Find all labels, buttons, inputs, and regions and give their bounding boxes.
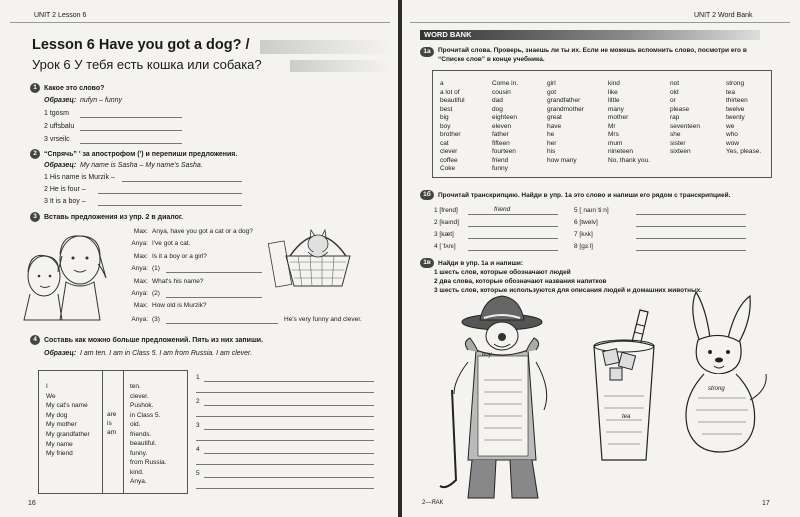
complement-cell: funny.: [130, 449, 148, 457]
clown-illustration: [432, 290, 564, 504]
word: like: [608, 88, 618, 96]
answer-line[interactable]: [204, 453, 374, 454]
answer-number: 3: [196, 422, 200, 429]
answer-line[interactable]: [80, 143, 182, 144]
dialogue-line: (3): [152, 316, 160, 323]
lesson-title: Lesson 6 Have you got a dog? /: [32, 37, 250, 53]
left-page: [0, 0, 398, 517]
complement-cell: clever.: [130, 392, 149, 400]
word: her: [547, 139, 557, 147]
answer-line[interactable]: [636, 250, 746, 251]
answer-line[interactable]: [122, 181, 242, 182]
ex1-item: 1 tgosm: [44, 110, 69, 117]
ex2-example-label: Образец:: [44, 162, 77, 169]
right-header: UNIT 2 Word Bank: [694, 12, 753, 19]
word: please: [670, 105, 690, 113]
glass-of-tea-illustration: [588, 316, 660, 462]
word: cousin: [492, 88, 511, 96]
subject-cell: We: [46, 392, 56, 400]
word: dad: [492, 97, 503, 104]
word: big: [440, 114, 449, 121]
word: or: [670, 97, 676, 104]
answer-number: 2: [196, 398, 200, 405]
answer-number: 1: [196, 374, 200, 381]
ex1-number: 1: [30, 83, 40, 93]
ex1c-item: 2 два слова, которые обозначают названия напитков: [434, 278, 607, 285]
word: twelve: [726, 105, 745, 113]
subject-cell: My mother: [46, 421, 77, 429]
dialogue-line: (1): [152, 265, 160, 272]
word: his: [547, 148, 556, 155]
word-column: [670, 80, 700, 157]
word: fourteen: [492, 148, 516, 155]
word: seventeen: [670, 122, 700, 130]
answer-line[interactable]: [204, 429, 374, 430]
word: many: [608, 105, 624, 113]
subtitle-shade: [290, 60, 390, 72]
word-bank-title: WORD BANK: [424, 30, 472, 39]
answer-line[interactable]: [468, 214, 558, 215]
dialogue-line: Anya, have you got a cat or a dog?: [152, 228, 253, 235]
ex1-instruction: Какое это слово?: [44, 85, 105, 92]
page-number-left: 16: [28, 500, 36, 507]
answer-line[interactable]: [196, 464, 374, 465]
word: father: [492, 131, 509, 138]
word-bank-table: [432, 70, 772, 178]
right-page: [402, 0, 800, 517]
dialogue-blank[interactable]: [166, 297, 262, 298]
word: tea: [726, 88, 736, 96]
word: we: [726, 122, 735, 130]
transcription: 6 [twelv]: [574, 219, 598, 226]
dialogue-tail: He's very funny and clever.: [284, 316, 362, 323]
word: got: [547, 88, 557, 96]
complement-cell: friends.: [130, 430, 152, 438]
complement-cell: Pushok.: [130, 402, 154, 409]
transcription-answer: friend: [494, 206, 511, 213]
title-shade: [260, 40, 390, 54]
answer-line[interactable]: [80, 130, 182, 131]
ex2-example: My name is Sasha – My name's Sasha.: [80, 162, 203, 169]
left-header: UNIT 2 Lesson 6: [34, 12, 87, 19]
word: Mrs: [608, 131, 619, 138]
dialogue-line: I've got a cat.: [152, 240, 191, 247]
dialogue-speaker: Max:: [133, 278, 148, 285]
picture-label: tea: [622, 414, 631, 420]
word-column: [547, 80, 584, 165]
complement-cell: in Class 5.: [130, 411, 161, 419]
dialogue-line: How old is Murzik?: [152, 302, 207, 309]
answer-line[interactable]: [468, 238, 558, 239]
subject-cell: My dog: [46, 411, 68, 419]
ex2-item: 1 His name is Murzik –: [44, 174, 115, 181]
ex1c-item: 3 шесть слов, которые используются для описания людей и домашних животных.: [434, 287, 703, 294]
word: eighteen: [492, 114, 517, 121]
word: great: [547, 114, 562, 121]
word: best: [440, 105, 453, 113]
word: mother: [608, 114, 629, 121]
word: dog: [492, 105, 503, 113]
word: friend: [492, 156, 509, 164]
transcription: 7 [kʌk]: [574, 231, 593, 238]
ex1a-number: 1a: [420, 47, 434, 57]
word: brother: [440, 131, 461, 138]
verb-cell: are: [107, 411, 117, 418]
ex1c-instruction: Найди в упр. 1а и напиши:: [438, 260, 524, 267]
word: she: [670, 131, 681, 138]
ex1b-number: 1б: [420, 190, 434, 200]
answer-line[interactable]: [636, 214, 746, 215]
word-column: [492, 80, 518, 174]
word: beautiful: [440, 97, 465, 104]
word: sister: [670, 139, 686, 147]
word: twenty: [726, 114, 745, 121]
answer-line[interactable]: [196, 416, 374, 417]
complement-cell: beautiful.: [130, 440, 157, 447]
complement-cell: old.: [130, 421, 141, 428]
answer-line[interactable]: [98, 205, 242, 206]
word: boy: [440, 122, 451, 130]
ex4-instruction: Составь как можно больше предложений. Пять из них запиши.: [44, 337, 264, 344]
word: funny: [492, 165, 508, 172]
word: Mr: [608, 122, 616, 130]
children-illustration: [22, 228, 112, 320]
answer-line[interactable]: [636, 226, 746, 227]
picture-label: strong: [708, 386, 725, 392]
verb-cell: is: [107, 420, 112, 427]
ex1-item: 2 uffsbalu: [44, 123, 75, 130]
ex1-example-label: Образец:: [44, 97, 77, 104]
verb-cell: am: [107, 429, 117, 436]
ex1-example: nufyn – funny: [80, 97, 123, 104]
dialogue-speaker: Anya:: [131, 290, 148, 297]
word: nineteen: [608, 148, 633, 155]
word: girl: [547, 80, 556, 87]
word-column: [440, 80, 465, 174]
subject-cell: My grandfather: [46, 430, 90, 438]
ex3-number: 3: [30, 212, 40, 222]
dialogue-speaker: Anya:: [131, 240, 148, 247]
answer-line[interactable]: [196, 440, 374, 441]
word: cat: [440, 139, 449, 147]
transcription: 1 [frend]: [434, 207, 458, 214]
ex4-example: I am ten. I am in Class 5. I am from Russia. I am clever.: [80, 350, 253, 357]
ex2-item: 2 He is four –: [44, 186, 86, 193]
table-col-subjects: [46, 382, 90, 459]
word: how many: [547, 156, 577, 164]
dialogue-speaker: Max:: [133, 228, 148, 235]
transcription: 5 [ˌnaınˈtiːn]: [574, 207, 609, 214]
table-col-complements: [130, 382, 166, 487]
picture-label: boy: [482, 352, 492, 358]
word: a: [440, 80, 444, 87]
transcription: 8 [gɜːl]: [574, 243, 593, 250]
ex2-item: 3 It is a boy –: [44, 198, 86, 205]
answer-line[interactable]: [468, 226, 558, 227]
dialogue-line: Is it a boy or a girl?: [152, 253, 207, 260]
answer-line[interactable]: [80, 117, 182, 118]
word: Come in.: [492, 80, 519, 87]
complement-cell: ten.: [130, 383, 141, 390]
word: have: [547, 122, 562, 130]
dialogue-speaker: Anya:: [131, 265, 148, 272]
dialogue-blank[interactable]: [166, 323, 278, 324]
answer-number: 4: [196, 446, 200, 453]
answer-line[interactable]: [468, 250, 558, 251]
subject-cell: I: [46, 383, 48, 390]
ex1-item: 3 vrseilc: [44, 136, 70, 143]
subject-cell: My friend: [46, 450, 73, 458]
word: mum: [608, 139, 623, 147]
word: Coke: [440, 165, 456, 172]
footer-mark: 2—ЯАК: [422, 500, 444, 506]
ex1a-instruction: Прочитай слова. Проверь, знаешь ли ты их. Если не можешь вспомнить слово, посмотри его в “Списке слов” в конце учебника.: [438, 47, 747, 63]
complement-cell: kind.: [130, 468, 144, 476]
transcription: 4 [ˈfʌnı]: [434, 243, 456, 250]
answer-line[interactable]: [196, 392, 374, 393]
word: kind: [608, 80, 620, 87]
answer-line[interactable]: [98, 193, 242, 194]
word: grandmother: [547, 105, 584, 113]
word: rap: [670, 114, 680, 121]
answer-line[interactable]: [204, 405, 374, 406]
word: No, thank you.: [608, 156, 650, 164]
answer-line[interactable]: [204, 477, 374, 478]
dialogue-blank[interactable]: [166, 272, 262, 273]
answer-line[interactable]: [204, 381, 374, 382]
cat-basket-illustration: [276, 222, 360, 288]
word: eleven: [492, 122, 512, 130]
ex2-instruction: “Спрячь” ' за апострофом (') и перепиши предложения.: [44, 151, 238, 158]
word: not: [670, 80, 680, 87]
word-column: [726, 80, 761, 157]
page-number-right: 17: [762, 500, 770, 507]
word: a lot of: [440, 88, 460, 96]
ex4-example-label: Образец:: [44, 350, 77, 357]
dialogue-line: (2): [152, 290, 160, 297]
subject-cell: My cat's name: [46, 402, 88, 410]
word-column: [608, 80, 650, 165]
answer-number: 5: [196, 470, 200, 477]
ex4-number: 4: [30, 335, 40, 345]
word: clever: [440, 148, 458, 155]
word: strong: [726, 80, 745, 87]
ex1b-instruction: Прочитай транскрипцию. Найди в упр. 1а это слово и напиши его рядом с транскрипцией.: [438, 192, 731, 199]
word: old: [670, 88, 679, 96]
answer-line[interactable]: [636, 238, 746, 239]
lesson-subtitle: Урок 6 У тебя есть кошка или собака?: [32, 57, 262, 72]
ex3-instruction: Вставь предложения из упр. 2 в диалог.: [44, 214, 184, 221]
word: grandfather: [547, 97, 581, 104]
subject-cell: My name: [46, 440, 73, 448]
complement-cell: from Russia.: [130, 459, 167, 466]
word: coffee: [440, 156, 458, 164]
rabbit-illustration: [670, 290, 774, 454]
word: fifteen: [492, 139, 510, 147]
ex1c-number: 1в: [420, 258, 434, 268]
table-col-verbs: [107, 410, 116, 437]
word: thirteen: [726, 97, 748, 104]
answer-line[interactable]: [196, 488, 374, 489]
word: sixteen: [670, 148, 691, 155]
ex1c-item: 1 шесть слов, которые обозначают людей: [434, 269, 571, 276]
dialogue-speaker: Anya:: [131, 316, 148, 323]
ex2-number: 2: [30, 149, 40, 159]
dialogue-speaker: Max:: [133, 302, 148, 309]
word: who: [726, 131, 738, 138]
word: little: [608, 97, 620, 104]
transcription: 2 [kaınd]: [434, 219, 459, 226]
word: Yes, please.: [726, 148, 762, 155]
transcription: 3 [kæt]: [434, 231, 454, 238]
complement-cell: Anya.: [130, 478, 147, 485]
word: he: [547, 131, 555, 138]
word: wow: [726, 139, 740, 147]
dialogue-line: What's his name?: [152, 278, 204, 285]
dialogue-speaker: Max:: [133, 253, 148, 260]
